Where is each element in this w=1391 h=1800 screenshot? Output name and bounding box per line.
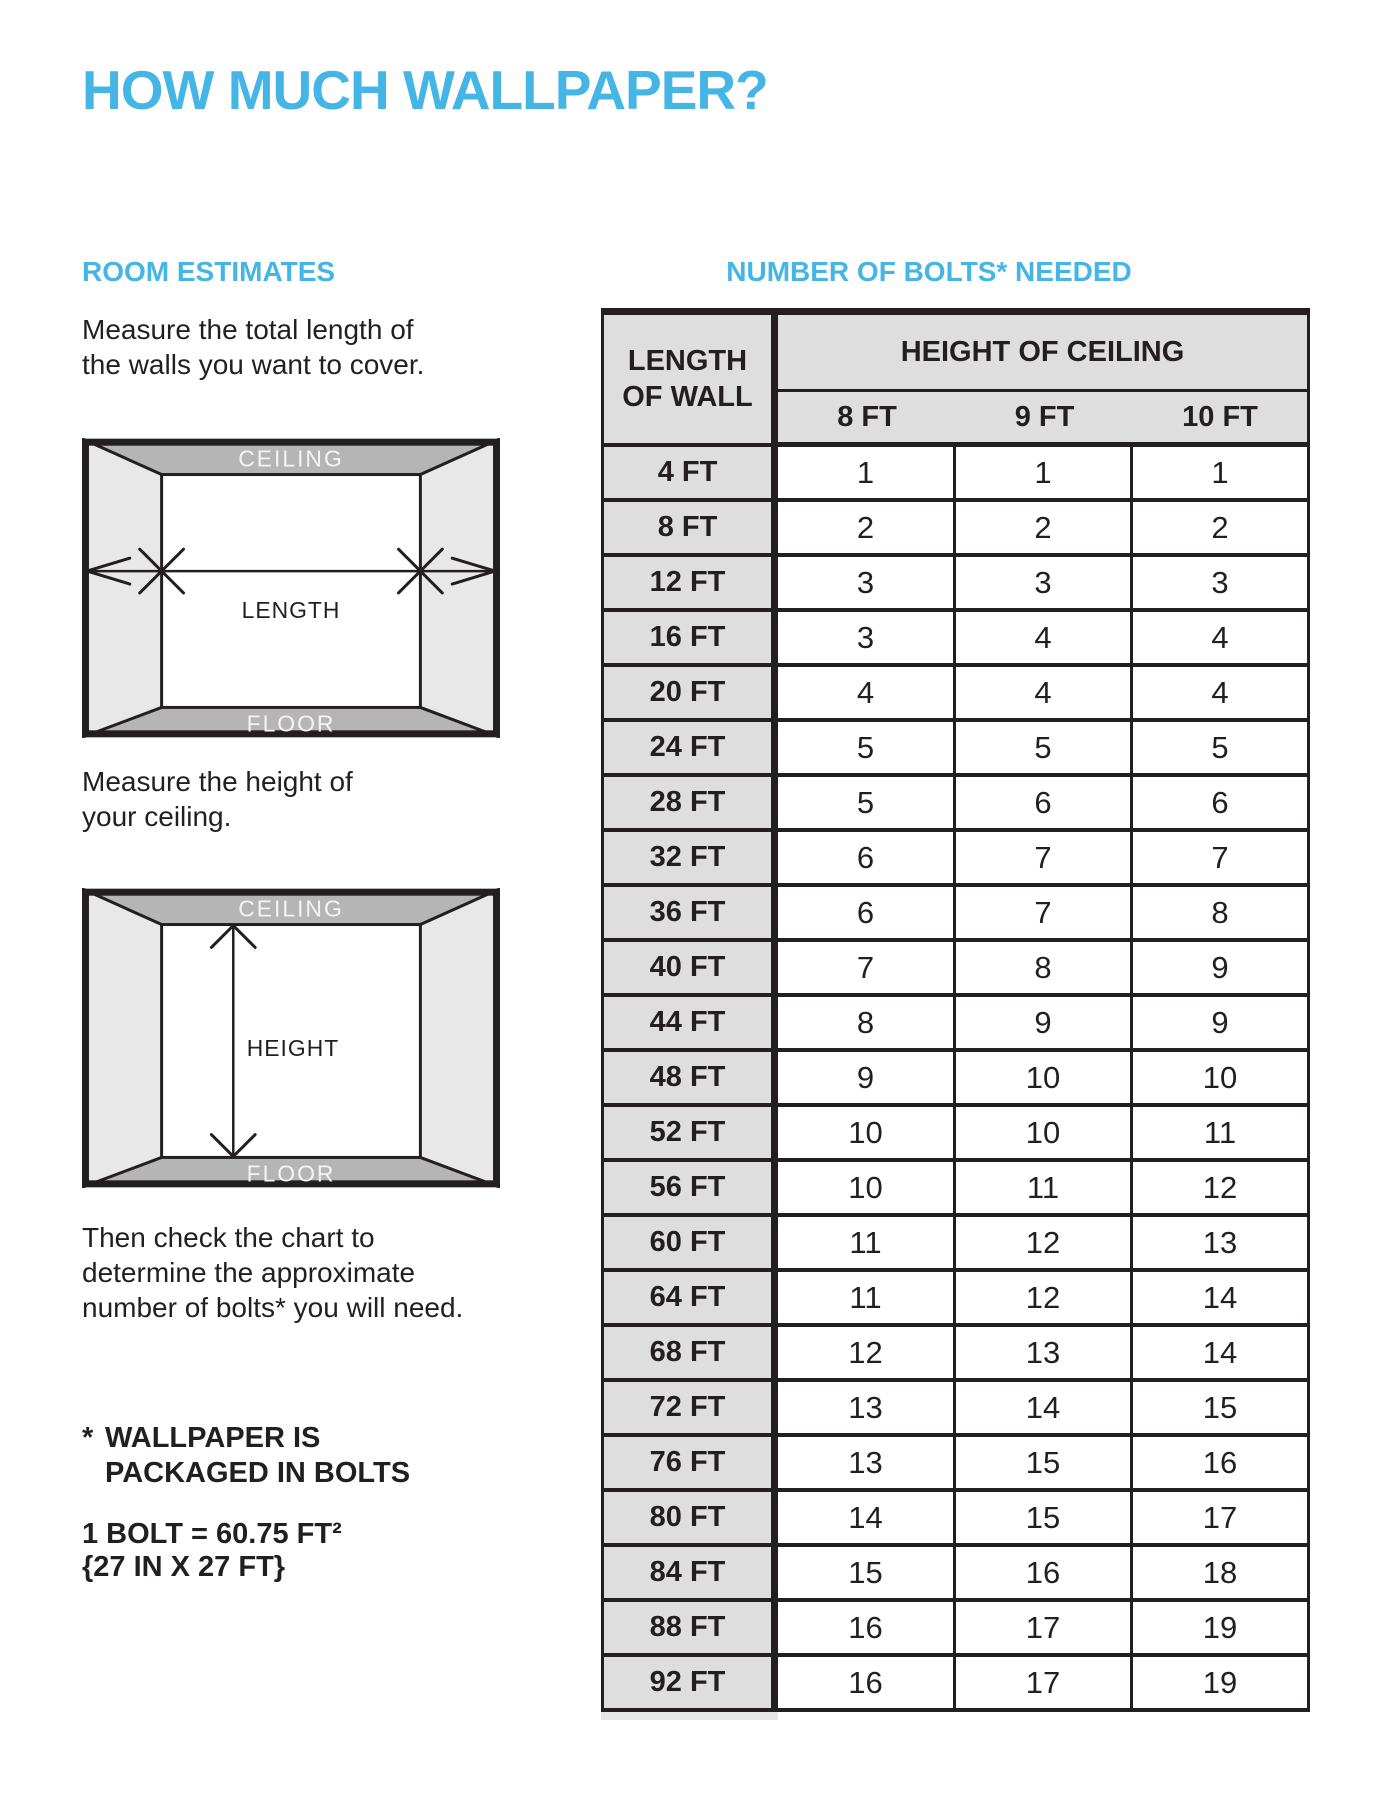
bolt-count-cell: 5 <box>778 777 956 832</box>
bolt-count-cell: 14 <box>778 1492 956 1547</box>
bolt-count-cell: 1 <box>956 447 1133 502</box>
bolt-count-cell: 3 <box>1133 557 1310 612</box>
bolt-count-cell: 4 <box>956 612 1133 667</box>
bolt-count-cell: 4 <box>1133 667 1310 722</box>
bolt-count-cell: 17 <box>956 1602 1133 1657</box>
bolt-count-cell: 8 <box>1133 887 1310 942</box>
intro-height-line1: Measure the height of <box>82 766 353 797</box>
bolt-count-cell: 7 <box>1133 832 1310 887</box>
wall-length-cell: 80 FT <box>604 1492 778 1547</box>
bolt-count-cell: 17 <box>1133 1492 1310 1547</box>
wall-length-cell: 84 FT <box>604 1547 778 1602</box>
column-header-9ft: 9 FT <box>956 392 1133 447</box>
height-of-ceiling-header: HEIGHT OF CEILING <box>778 315 1310 392</box>
length-of-wall-header-line2: OF WALL <box>622 381 753 413</box>
bolt-count-cell: 9 <box>778 1052 956 1107</box>
bolt-count-cell: 4 <box>778 667 956 722</box>
bolt-count-cell: 5 <box>1133 722 1310 777</box>
ceiling-label: CEILING <box>238 445 344 472</box>
bolts-table-heading: NUMBER OF BOLTS* NEEDED <box>726 256 1132 287</box>
intro-chart-paragraph <box>82 1220 463 1325</box>
intro-length-paragraph <box>82 312 424 382</box>
wall-length-cell: 44 FT <box>604 997 778 1052</box>
bolt-count-cell: 10 <box>956 1107 1133 1162</box>
room-height-diagram <box>82 888 500 1188</box>
wall-length-cell: 64 FT <box>604 1272 778 1327</box>
bolt-count-cell: 10 <box>778 1107 956 1162</box>
bolt-count-cell: 15 <box>1133 1382 1310 1437</box>
bolt-count-cell: 16 <box>1133 1437 1310 1492</box>
bolt-count-cell: 19 <box>1133 1657 1310 1712</box>
length-of-wall-header <box>604 315 778 447</box>
wall-length-cell: 16 FT <box>604 612 778 667</box>
bolt-dimensions: {27 IN X 27 FT} <box>82 1551 286 1583</box>
floor-label: FLOOR <box>246 710 336 737</box>
bolt-count-cell: 11 <box>778 1272 956 1327</box>
bolt-size-info <box>82 1518 342 1584</box>
wall-length-cell: 28 FT <box>604 777 778 832</box>
ceiling-label: CEILING <box>238 895 344 922</box>
height-dimension-label: HEIGHT <box>246 1034 340 1061</box>
wall-length-cell: 60 FT <box>604 1217 778 1272</box>
wall-length-cell: 56 FT <box>604 1162 778 1217</box>
bolt-count-cell: 12 <box>778 1327 956 1382</box>
bolt-count-cell: 1 <box>1133 447 1310 502</box>
wall-length-cell: 4 FT <box>604 447 778 502</box>
bolt-count-cell: 18 <box>1133 1547 1310 1602</box>
wall-length-cell: 40 FT <box>604 942 778 997</box>
wall-length-cell: 48 FT <box>604 1052 778 1107</box>
intro-length-line2: the walls you want to cover. <box>82 349 425 380</box>
bolt-count-cell: 6 <box>956 777 1133 832</box>
intro-chart-line1: Then check the chart to <box>82 1222 375 1253</box>
bolt-count-cell: 15 <box>956 1437 1133 1492</box>
bolt-count-cell: 16 <box>778 1602 956 1657</box>
wall-length-cell: 20 FT <box>604 667 778 722</box>
bolt-count-cell: 13 <box>956 1327 1133 1382</box>
wall-length-cell: 88 FT <box>604 1602 778 1657</box>
bolt-count-cell: 13 <box>778 1382 956 1437</box>
left-wall-surface <box>82 439 162 738</box>
bolt-count-cell: 8 <box>778 997 956 1052</box>
table-bottom-shadow <box>601 1712 778 1720</box>
bolt-count-cell: 11 <box>1133 1107 1310 1162</box>
bolt-count-cell: 9 <box>956 997 1133 1052</box>
bolt-count-cell: 10 <box>956 1052 1133 1107</box>
bolt-count-cell: 10 <box>778 1162 956 1217</box>
floor-label: FLOOR <box>246 1160 336 1187</box>
bolt-count-cell: 15 <box>956 1492 1133 1547</box>
right-wall-surface <box>420 889 500 1188</box>
room-length-diagram <box>82 438 500 738</box>
intro-chart-line2: determine the approximate <box>82 1257 416 1288</box>
intro-chart-line3: number of bolts* you will need. <box>82 1292 464 1323</box>
wall-length-cell: 32 FT <box>604 832 778 887</box>
bolt-count-cell: 14 <box>1133 1272 1310 1327</box>
wall-length-cell: 36 FT <box>604 887 778 942</box>
bolt-count-cell: 2 <box>778 502 956 557</box>
wall-length-cell: 72 FT <box>604 1382 778 1437</box>
left-wall-surface <box>82 889 162 1188</box>
bolt-count-cell: 4 <box>956 667 1133 722</box>
bolt-count-cell: 16 <box>778 1657 956 1712</box>
bolt-count-cell: 12 <box>956 1217 1133 1272</box>
column-header-10ft: 10 FT <box>1133 392 1310 447</box>
wall-length-cell: 24 FT <box>604 722 778 777</box>
intro-height-paragraph <box>82 764 353 834</box>
bolt-count-cell: 11 <box>778 1217 956 1272</box>
bolts-table <box>601 308 1310 1712</box>
bolt-count-cell: 5 <box>956 722 1133 777</box>
wall-length-cell: 68 FT <box>604 1327 778 1382</box>
bolt-count-cell: 12 <box>956 1272 1133 1327</box>
bolt-count-cell: 11 <box>956 1162 1133 1217</box>
wall-length-cell: 12 FT <box>604 557 778 612</box>
back-wall <box>162 475 421 708</box>
footnote-asterisk: * <box>82 1422 94 1454</box>
bolt-count-cell: 14 <box>956 1382 1133 1437</box>
bolt-count-cell: 2 <box>1133 502 1310 557</box>
column-header-8ft: 8 FT <box>778 392 956 447</box>
length-of-wall-header-line1: LENGTH <box>627 345 748 377</box>
bolt-count-cell: 6 <box>778 832 956 887</box>
bolt-count-cell: 9 <box>1133 942 1310 997</box>
length-dimension-label: LENGTH <box>241 596 341 623</box>
wall-length-cell: 8 FT <box>604 502 778 557</box>
bolt-count-cell: 14 <box>1133 1327 1310 1382</box>
wall-length-cell: 92 FT <box>604 1657 778 1712</box>
room-estimates-heading: ROOM ESTIMATES <box>82 256 336 287</box>
bolt-count-cell: 6 <box>778 887 956 942</box>
bolt-count-cell: 7 <box>956 832 1133 887</box>
bolt-count-cell: 8 <box>956 942 1133 997</box>
bolt-count-cell: 17 <box>956 1657 1133 1712</box>
bolt-count-cell: 6 <box>1133 777 1310 832</box>
intro-length-line1: Measure the total length of <box>82 314 414 345</box>
footnote-line1: WALLPAPER IS <box>105 1422 321 1454</box>
intro-height-line2: your ceiling. <box>82 801 232 832</box>
bolt-count-cell: 3 <box>778 612 956 667</box>
wall-length-cell: 76 FT <box>604 1437 778 1492</box>
bolt-count-cell: 5 <box>778 722 956 777</box>
bolt-count-cell: 9 <box>1133 997 1310 1052</box>
bolt-count-cell: 12 <box>1133 1162 1310 1217</box>
bolt-count-cell: 4 <box>1133 612 1310 667</box>
footnote-line2: PACKAGED IN BOLTS <box>105 1457 411 1489</box>
bolt-count-cell: 13 <box>778 1437 956 1492</box>
bolt-count-cell: 3 <box>778 557 956 612</box>
bolt-equation: 1 BOLT = 60.75 FT² <box>82 1518 342 1550</box>
bolt-count-cell: 15 <box>778 1547 956 1602</box>
bolt-count-cell: 7 <box>956 887 1133 942</box>
bolt-count-cell: 7 <box>778 942 956 997</box>
bolt-count-cell: 1 <box>778 447 956 502</box>
bolts-footnote <box>82 1421 410 1491</box>
bolt-count-cell: 19 <box>1133 1602 1310 1657</box>
bolt-count-cell: 10 <box>1133 1052 1310 1107</box>
bolt-count-cell: 2 <box>956 502 1133 557</box>
bolt-count-cell: 16 <box>956 1547 1133 1602</box>
right-wall-surface <box>420 439 500 738</box>
wall-length-cell: 52 FT <box>604 1107 778 1162</box>
bolt-count-cell: 3 <box>956 557 1133 612</box>
page-title: HOW MUCH WALLPAPER? <box>82 59 768 121</box>
bolt-count-cell: 13 <box>1133 1217 1310 1272</box>
